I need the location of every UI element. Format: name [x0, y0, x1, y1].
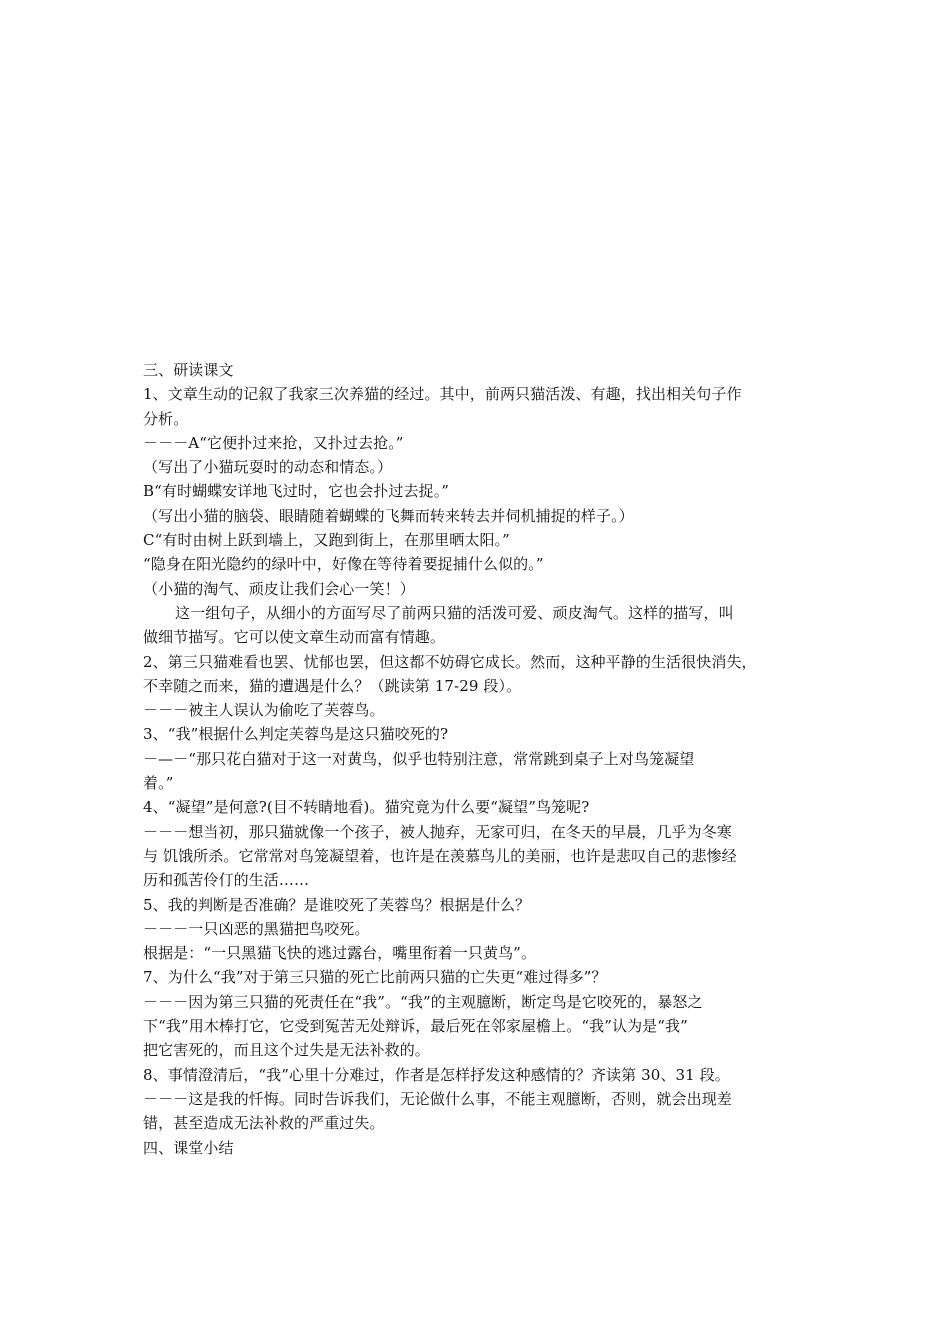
question-1-cont: 分析。	[143, 409, 189, 428]
question-4: 4、“凝望”是何意?(目不转睛地看)。猫究竟为什么要“凝望”鸟笼呢?	[143, 798, 590, 817]
answer-c-2: “隐身在阳光隐约的绿叶中，好像在等待着要捉捕什么似的。”	[143, 555, 544, 574]
section-heading: 三、研读课文	[143, 361, 234, 379]
question-7: 7、为什么“我”对于第三只猫的死亡比前两只猫的亡失更“难过得多”？	[143, 968, 607, 987]
answer-7-cont-2: 把它害死的，而且这个过失是无法补救的。	[143, 1041, 430, 1060]
summary-paragraph-cont: 做细节描写。它可以使文章生动而富有情趣。	[143, 628, 446, 647]
answer-3: －—－“那只花白猫对于这一对黄鸟，似乎也特别注意，常常跳到桌子上对鸟笼凝望	[143, 749, 695, 768]
answer-4-cont-2: 历和孤苦伶仃的生活……	[143, 871, 310, 890]
answer-4-cont: 与 饥饿所杀。它常常对鸟笼凝望着，也许是在羡慕鸟儿的美丽，也许是悲叹自己的悲惨经	[143, 846, 737, 865]
question-2-cont: 不幸随之而来，猫的遭遇是什么？（跳读第 17-29 段）。	[143, 676, 522, 695]
section-heading-summary: 四、课堂小结	[143, 1138, 234, 1157]
answer-b: B“有时蝴蝶安详地飞过时，它也会扑过去捉。”	[143, 482, 450, 501]
answer-8: －－－这是我的忏悔。同时告诉我们，无论做什么事，不能主观臆断，否则，就会出现差	[143, 1089, 732, 1108]
answer-2: －－－被主人误认为偷吃了芙蓉鸟。	[143, 701, 385, 720]
answer-5-basis: 根据是：“一只黑猫飞快的逃过露台，嘴里衔着一只黄鸟”。	[143, 944, 537, 963]
answer-b-note: （写出小猫的脑袋、眼睛随着蝴蝶的飞舞而转来转去并伺机捕捉的样子。）	[143, 506, 634, 525]
answer-7-cont: 下“我”用木棒打它，它受到冤苦无处辩诉，最后死在邻家屋檐上。“我”认为是“我”	[143, 1017, 688, 1036]
answer-8-cont: 错，甚至造成无法补救的严重过失。	[143, 1114, 385, 1133]
summary-paragraph: 这一组句子，从细小的方面写尽了前两只猫的活泼可爱、顽皮淘气。这样的描写，叫	[175, 603, 734, 622]
answer-c: C“有时由树上跃到墙上，又跑到街上，在那里晒太阳。”	[143, 531, 510, 550]
answer-4: －－－想当初，那只猫就像一个孩子，被人抛弃，无家可归，在冬天的早晨，几乎为冬寒	[143, 822, 732, 841]
question-1: 1、文章生动的记叙了我家三次养猫的经过。其中，前两只猫活泼、有趣，找出相关句子作	[143, 385, 742, 404]
answer-a: －－－A“它便扑过来抢，又扑过去抢。”	[143, 433, 404, 452]
document-body	[143, 358, 823, 1160]
answer-a-note: （写出了小猫玩耍时的动态和情态。）	[143, 458, 393, 477]
answer-c-note: （小猫的淘气、顽皮让我们会心一笑！）	[143, 579, 415, 598]
answer-5: －－－一只凶恶的黑猫把鸟咬死。	[143, 919, 370, 938]
question-3: 3、“我”根据什么判定芙蓉鸟是这只猫咬死的?	[143, 725, 449, 744]
question-2: 2、第三只猫难看也罢、忧郁也罢，但这都不妨碍它成长。然而，这种平静的生活很快消失，	[143, 652, 757, 671]
question-8: 8、事情澄清后，“我”心里十分难过，作者是怎样抒发这种感情的？齐读第 30、31 段。	[143, 1065, 730, 1084]
answer-3-cont: 着。”	[143, 774, 174, 793]
answer-7: －－－因为第三只猫的死责任在“我”。“我”的主观臆断，断定鸟是它咬死的，暴怒之	[143, 992, 703, 1011]
question-5: 5、我的判断是否准确？是谁咬死了芙蓉鸟？根据是什么？	[143, 895, 531, 914]
